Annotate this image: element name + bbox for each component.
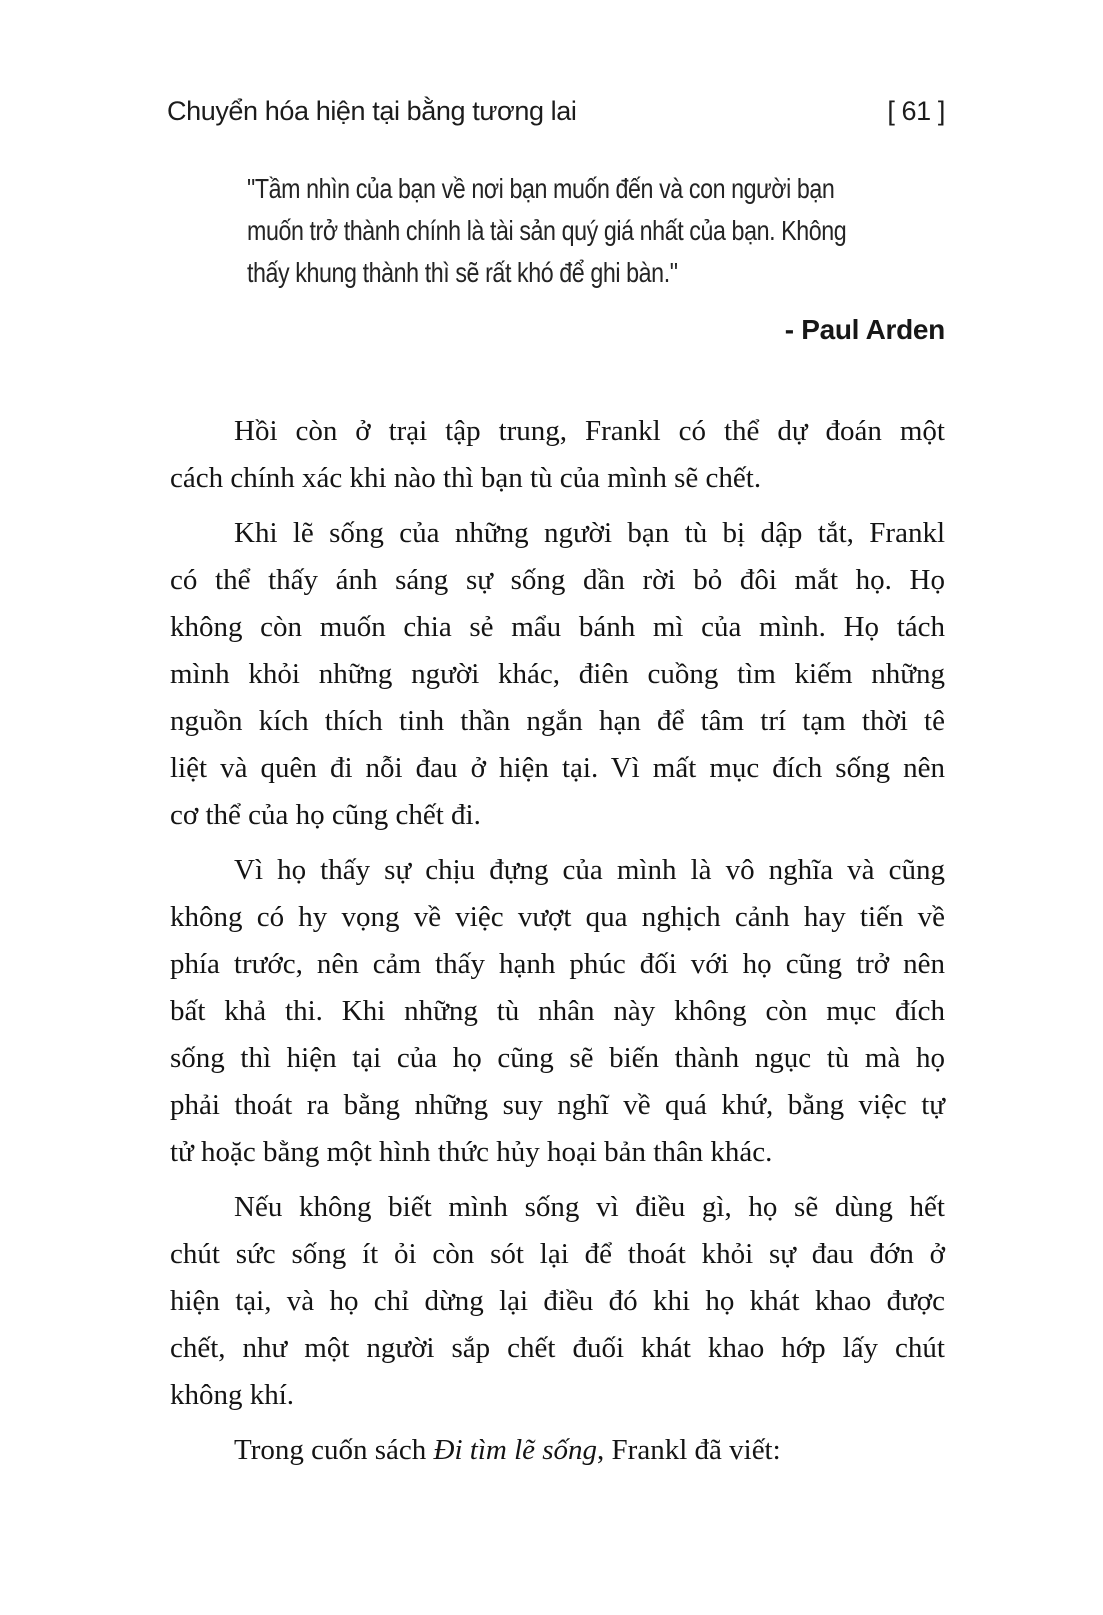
text-segment: không còn muốn chia sẻ mẩu bánh mì của mình. Họ tách [170,611,945,643]
text-line [170,1325,945,1372]
text-segment: hiện tại, và họ chỉ dừng lại điều đó khi họ khát khao được [170,1285,945,1317]
body-text [170,408,945,1482]
text-segment: cách chính xác khi nào thì bạn tù của mình sẽ chết. [170,462,762,494]
text-line [170,988,945,1035]
text-line [170,1372,945,1419]
text-line [170,1427,945,1474]
text-segment: sống thì hiện tại của họ cũng sẽ biến thành ngục tù mà họ [170,1042,945,1074]
text-segment: mình khỏi những người khác, điên cuồng tìm kiếm những [170,658,945,690]
text-line [170,1035,945,1082]
text-line [170,745,945,792]
text-line [170,1278,945,1325]
text-segment: Vì họ thấy sự chịu đựng của mình là vô nghĩa và cũng [234,854,945,886]
book-title-italic: Đi tìm lẽ sống [433,1434,598,1466]
paragraph [170,408,945,502]
paragraph [170,510,945,839]
text-line [170,455,945,502]
quote-block [247,168,846,294]
page-number: [ 61 ] [887,96,945,126]
text-line [170,651,945,698]
text-line [170,1231,945,1278]
text-line [170,1184,945,1231]
text-segment: có thể thấy ánh sáng sự sống dần rời bỏ đôi mắt họ. Họ [170,564,945,596]
text-segment: không khí. [170,1379,295,1411]
text-segment: bất khả thi. Khi những tù nhân này không còn mục đích [170,995,945,1027]
quote-line: muốn trở thành chính là tài sản quý giá nhất của bạn. Không [247,215,847,246]
paragraph [170,1184,945,1419]
text-segment: liệt và quên đi nỗi đau ở hiện tại. Vì mất mục đích sống nên [170,752,945,784]
text-segment: chết, như một người sắp chết đuối khát khao hớp lấy chút [170,1332,945,1364]
running-title: Chuyển hóa hiện tại bằng tương lai [167,96,577,126]
text-line [170,1129,945,1176]
text-line [170,792,945,839]
text-line [170,1082,945,1129]
text-segment: phải thoát ra bằng những suy nghĩ về quá khứ, bằng việc tự [170,1089,945,1121]
text-segment: Trong cuốn sách [234,1434,434,1466]
text-segment: , Frankl đã viết: [597,1434,781,1466]
text-segment: tử hoặc bằng một hình thức hủy hoại bản thân khác. [170,1136,773,1168]
paragraph [170,847,945,1176]
text-line [170,510,945,557]
text-line [170,698,945,745]
text-segment: Nếu không biết mình sống vì điều gì, họ sẽ dùng hết [234,1191,945,1223]
text-segment: chút sức sống ít ỏi còn sót lại để thoát khỏi sự đau đớn ở [170,1238,945,1270]
text-segment: Khi lẽ sống của những người bạn tù bị dập tắt, Frankl [234,517,945,549]
text-line [170,941,945,988]
text-segment: không có hy vọng về việc vượt qua nghịch cảnh hay tiến về [170,901,945,933]
text-line [170,894,945,941]
text-line [170,847,945,894]
text-segment: Hồi còn ở trại tập trung, Frankl có thể dự đoán một [234,415,945,447]
text-segment: phía trước, nên cảm thấy hạnh phúc đối với họ cũng trở nên [170,948,945,980]
text-segment: cơ thể của họ cũng chết đi. [170,799,481,831]
text-segment: nguồn kích thích tinh thần ngắn hạn để tâm trí tạm thời tê [170,705,945,737]
text-line [170,557,945,604]
text-line [170,408,945,455]
quote-line: thấy khung thành thì sẽ rất khó để ghi bàn." [247,257,678,288]
quote-line: "Tầm nhìn của bạn về nơi bạn muốn đến và con người bạn [247,173,835,204]
quote-attribution: - Paul Arden [784,314,945,345]
text-line [170,604,945,651]
paragraph [170,1427,945,1474]
page-header [167,93,945,129]
